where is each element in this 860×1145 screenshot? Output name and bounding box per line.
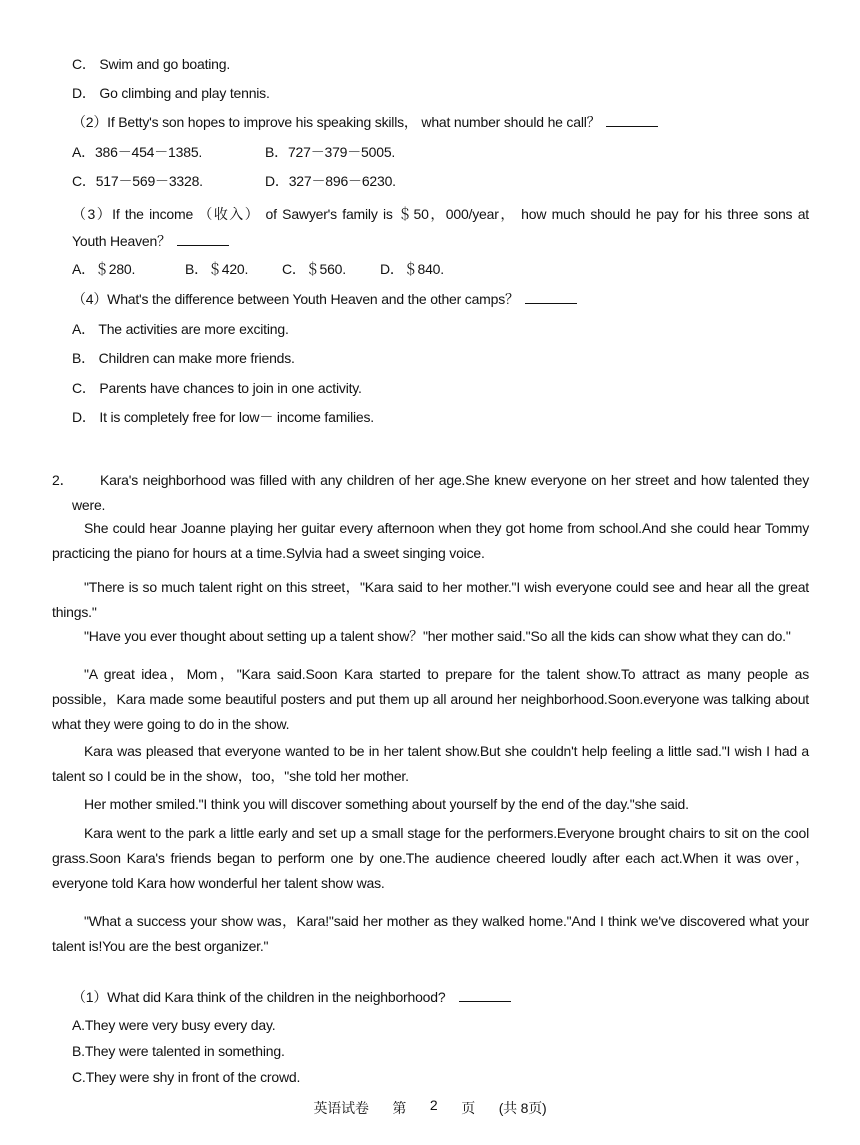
option-c[interactable]: C． Parents have chances to join in one activity. xyxy=(72,380,362,396)
answer-blank[interactable] xyxy=(459,988,511,1002)
option-b[interactable]: B． Children can make more friends. xyxy=(72,350,295,366)
passage-first-line: Kara's neighborhood was filled with any children of her age.She knew everyone on her street and how talented they xyxy=(100,472,809,488)
option-c[interactable]: C．＄560. xyxy=(282,261,346,277)
question-1-2 xyxy=(72,113,658,131)
option-a[interactable]: A.They were very busy every day. xyxy=(72,1017,276,1033)
question-text: （2）If Betty's son hopes to improve his speaking skills， what number should he call？ xyxy=(72,114,601,130)
option-b[interactable]: B．＄420. xyxy=(185,261,249,277)
passage-paragraph: She could hear Joanne playing her guitar every afternoon when they got home from school.And she could hear Tommy practicing the piano for hours at a time.Sylvia had a sweet singing voice. xyxy=(52,520,809,561)
passage-paragraph: Kara went to the park a little early and set up a small stage for the performers.Everyone brought chairs to sit on the cool grass.Soon Kara's friends began to perform one by one.The audience cheered loudly after each act.When it was over，everyone told Kara how wonderful her talent show was. xyxy=(52,825,809,891)
passage-paragraph: "A great idea，Mom，"Kara said.Soon Kara started to prepare for the talent show.To attract as many people as possible，Kara made some beautiful posters and put them up all around her neighborhood.Soon.everyone was talking about what they were going to do in the show. xyxy=(52,666,809,732)
option-d[interactable]: D．327－896－6230. xyxy=(265,173,396,189)
option-b[interactable]: B．727－379－5005. xyxy=(265,144,396,160)
option-c[interactable]: C． Swim and go boating. xyxy=(72,56,231,72)
footer-subject: 英语试卷 xyxy=(313,1100,369,1116)
answer-blank[interactable] xyxy=(606,113,658,127)
question-text: Youth Heaven？ xyxy=(72,233,171,249)
answer-blank[interactable] xyxy=(525,290,577,304)
question-1-4 xyxy=(72,290,577,308)
option-c[interactable]: C.They were shy in front of the crowd. xyxy=(72,1069,301,1085)
option-b[interactable]: B.They were talented in something. xyxy=(72,1043,285,1059)
passage-paragraph: Kara was pleased that everyone wanted to be in her talent show.But she couldn't help feeling a little sad."I wish I had a talent so I could be in the show，too，"she told her mother. xyxy=(52,743,809,784)
option-c[interactable]: C．517－569－3328. xyxy=(72,173,203,189)
option-d[interactable]: D． It is completely free for low－ income families. xyxy=(72,409,374,425)
footer-page-suffix: 页 xyxy=(461,1100,475,1116)
footer-page-number: 2 xyxy=(429,1097,438,1113)
question-text: （4）What's the difference between Youth Heaven and the other camps？ xyxy=(72,291,519,307)
footer-total-pages: (共 8页) xyxy=(498,1100,547,1116)
option-a[interactable]: A．＄280. xyxy=(72,261,136,277)
passage-paragraph: Her mother smiled."I think you will discover something about yourself by the end of the day."she said. xyxy=(84,796,689,812)
question-text: （1）What did Kara think of the children in the neighborhood? xyxy=(72,989,446,1005)
footer-page-prefix: 第 xyxy=(392,1100,407,1116)
passage-first-line-cont: were. xyxy=(72,497,106,513)
answer-blank[interactable] xyxy=(177,232,229,246)
page-footer xyxy=(0,1098,860,1118)
question-2-1 xyxy=(72,988,511,1006)
option-a[interactable]: A．386－454－1385. xyxy=(72,144,203,160)
question-1-3-line2 xyxy=(72,232,229,250)
passage-paragraph: "What a success your show was，Kara!"said her mother as they walked home."And I think we've discovered what your talent is!You are the best organizer." xyxy=(52,913,809,954)
question-1-3-line1: （3）If the income （收入） of Sawyer's family is ＄50，000/year， how much should he pay for his three sons at xyxy=(72,206,809,222)
question-number: 2． xyxy=(52,472,74,488)
passage-paragraph: "Have you ever thought about setting up a talent show？"her mother said."So all the kids can show what they can do." xyxy=(84,628,791,644)
option-d[interactable]: D．＄840. xyxy=(380,261,444,277)
option-d[interactable]: D． Go climbing and play tennis. xyxy=(72,85,270,101)
passage-paragraph: "There is so much talent right on this street，"Kara said to her mother."I wish everyone could see and hear all the great things." xyxy=(52,579,809,620)
option-a[interactable]: A． The activities are more exciting. xyxy=(72,321,289,337)
